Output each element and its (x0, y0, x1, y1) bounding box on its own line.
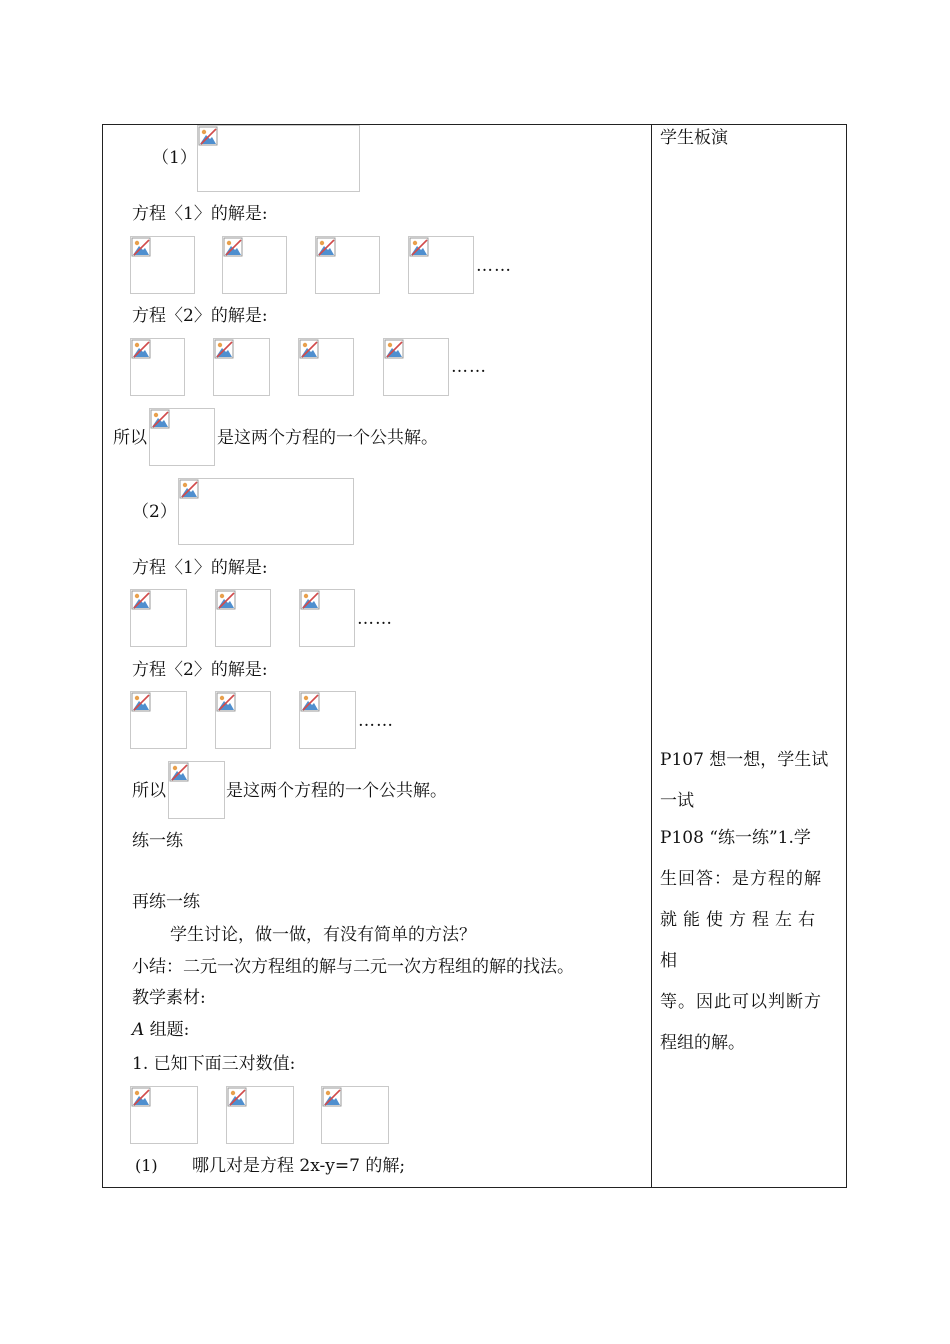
broken-image-icon (300, 590, 320, 610)
broken-image-icon (131, 1087, 151, 1107)
broken-image-icon (131, 692, 151, 712)
broken-image-icon (300, 692, 320, 712)
broken-image-icon (316, 237, 336, 257)
equation-system-image (197, 125, 360, 192)
broken-image-icon (214, 339, 234, 359)
ellipsis: …… (451, 357, 487, 377)
practice-heading: 练一练 (132, 831, 183, 851)
note-line: 程组的解。 (660, 1033, 745, 1053)
subquestion-number: (1) (135, 1156, 158, 1175)
practice-again-heading: 再练一练 (132, 892, 200, 912)
so-prefix: 所以 (132, 781, 166, 801)
subquestion-text: 哪几对是方程 2x-y=7 的解; (192, 1156, 406, 1176)
broken-image-icon (198, 126, 218, 146)
ellipsis: …… (358, 711, 394, 731)
broken-image-icon (384, 339, 404, 359)
solution-image (213, 338, 270, 396)
value-pair-image (321, 1086, 389, 1144)
solution-image (408, 236, 474, 294)
question-1: 1. 已知下面三对数值: (132, 1054, 296, 1074)
group-a-letter: A (132, 1020, 145, 1040)
solution-image (315, 236, 380, 294)
material-heading: 教学素材: (132, 988, 206, 1008)
group-a-heading (132, 1020, 189, 1040)
note-line: 生回答：是方程的解 (660, 869, 822, 889)
broken-image-icon (179, 479, 199, 499)
student-board-note: 学生板演 (660, 128, 728, 148)
label-part-1: （1） (152, 148, 197, 168)
broken-image-icon (216, 590, 236, 610)
solution-image (130, 589, 187, 647)
equation-system-image (178, 478, 354, 545)
broken-image-icon (223, 237, 243, 257)
solutions-eq1-heading: 方程〈1〉的解是: (132, 558, 268, 578)
so-suffix: 是这两个方程的一个公共解。 (226, 781, 447, 801)
ellipsis: …… (476, 256, 512, 276)
solution-image (130, 338, 185, 396)
note-line: P107 想一想，学生试 (660, 750, 829, 770)
teaching-notes (660, 740, 840, 1064)
solutions-eq2-heading: 方程〈2〉的解是: (132, 306, 268, 326)
broken-image-icon (131, 339, 151, 359)
label-part-2: （2） (132, 502, 177, 522)
note-line: 就能使方程左右相 (660, 910, 821, 971)
broken-image-icon (409, 237, 429, 257)
broken-image-icon (131, 590, 151, 610)
solution-image (383, 338, 449, 396)
ellipsis: …… (357, 609, 393, 629)
solution-image (299, 691, 356, 749)
broken-image-icon (299, 339, 319, 359)
solution-image (130, 691, 187, 749)
column-divider (651, 124, 652, 1188)
value-pair-image (226, 1086, 294, 1144)
so-prefix: 所以 (113, 428, 147, 448)
common-solution-image (168, 761, 225, 819)
group-a-label: 组题: (144, 1020, 190, 1040)
broken-image-icon (131, 237, 151, 257)
note-line: 一试 (660, 791, 694, 811)
common-solution-image (149, 408, 215, 466)
summary-text: 小结：二元一次方程组的解与二元一次方程组的解的找法。 (132, 957, 574, 977)
solutions-eq1-heading: 方程〈1〉的解是: (132, 204, 268, 224)
value-pair-image (130, 1086, 198, 1144)
solution-image (299, 589, 355, 647)
broken-image-icon (150, 409, 170, 429)
solution-image (130, 236, 195, 294)
note-line: P108 “练一练”1.学 (660, 828, 811, 848)
broken-image-icon (169, 762, 189, 782)
so-suffix: 是这两个方程的一个公共解。 (217, 428, 438, 448)
broken-image-icon (322, 1087, 342, 1107)
discussion-text: 学生讨论，做一做，有没有简单的方法？ (170, 925, 476, 945)
broken-image-icon (216, 692, 236, 712)
solution-image (215, 691, 271, 749)
broken-image-icon (227, 1087, 247, 1107)
solution-image (298, 338, 354, 396)
solution-image (222, 236, 287, 294)
solutions-eq2-heading: 方程〈2〉的解是: (132, 660, 268, 680)
solution-image (215, 589, 271, 647)
note-line: 等。因此可以判断方 (660, 992, 822, 1012)
